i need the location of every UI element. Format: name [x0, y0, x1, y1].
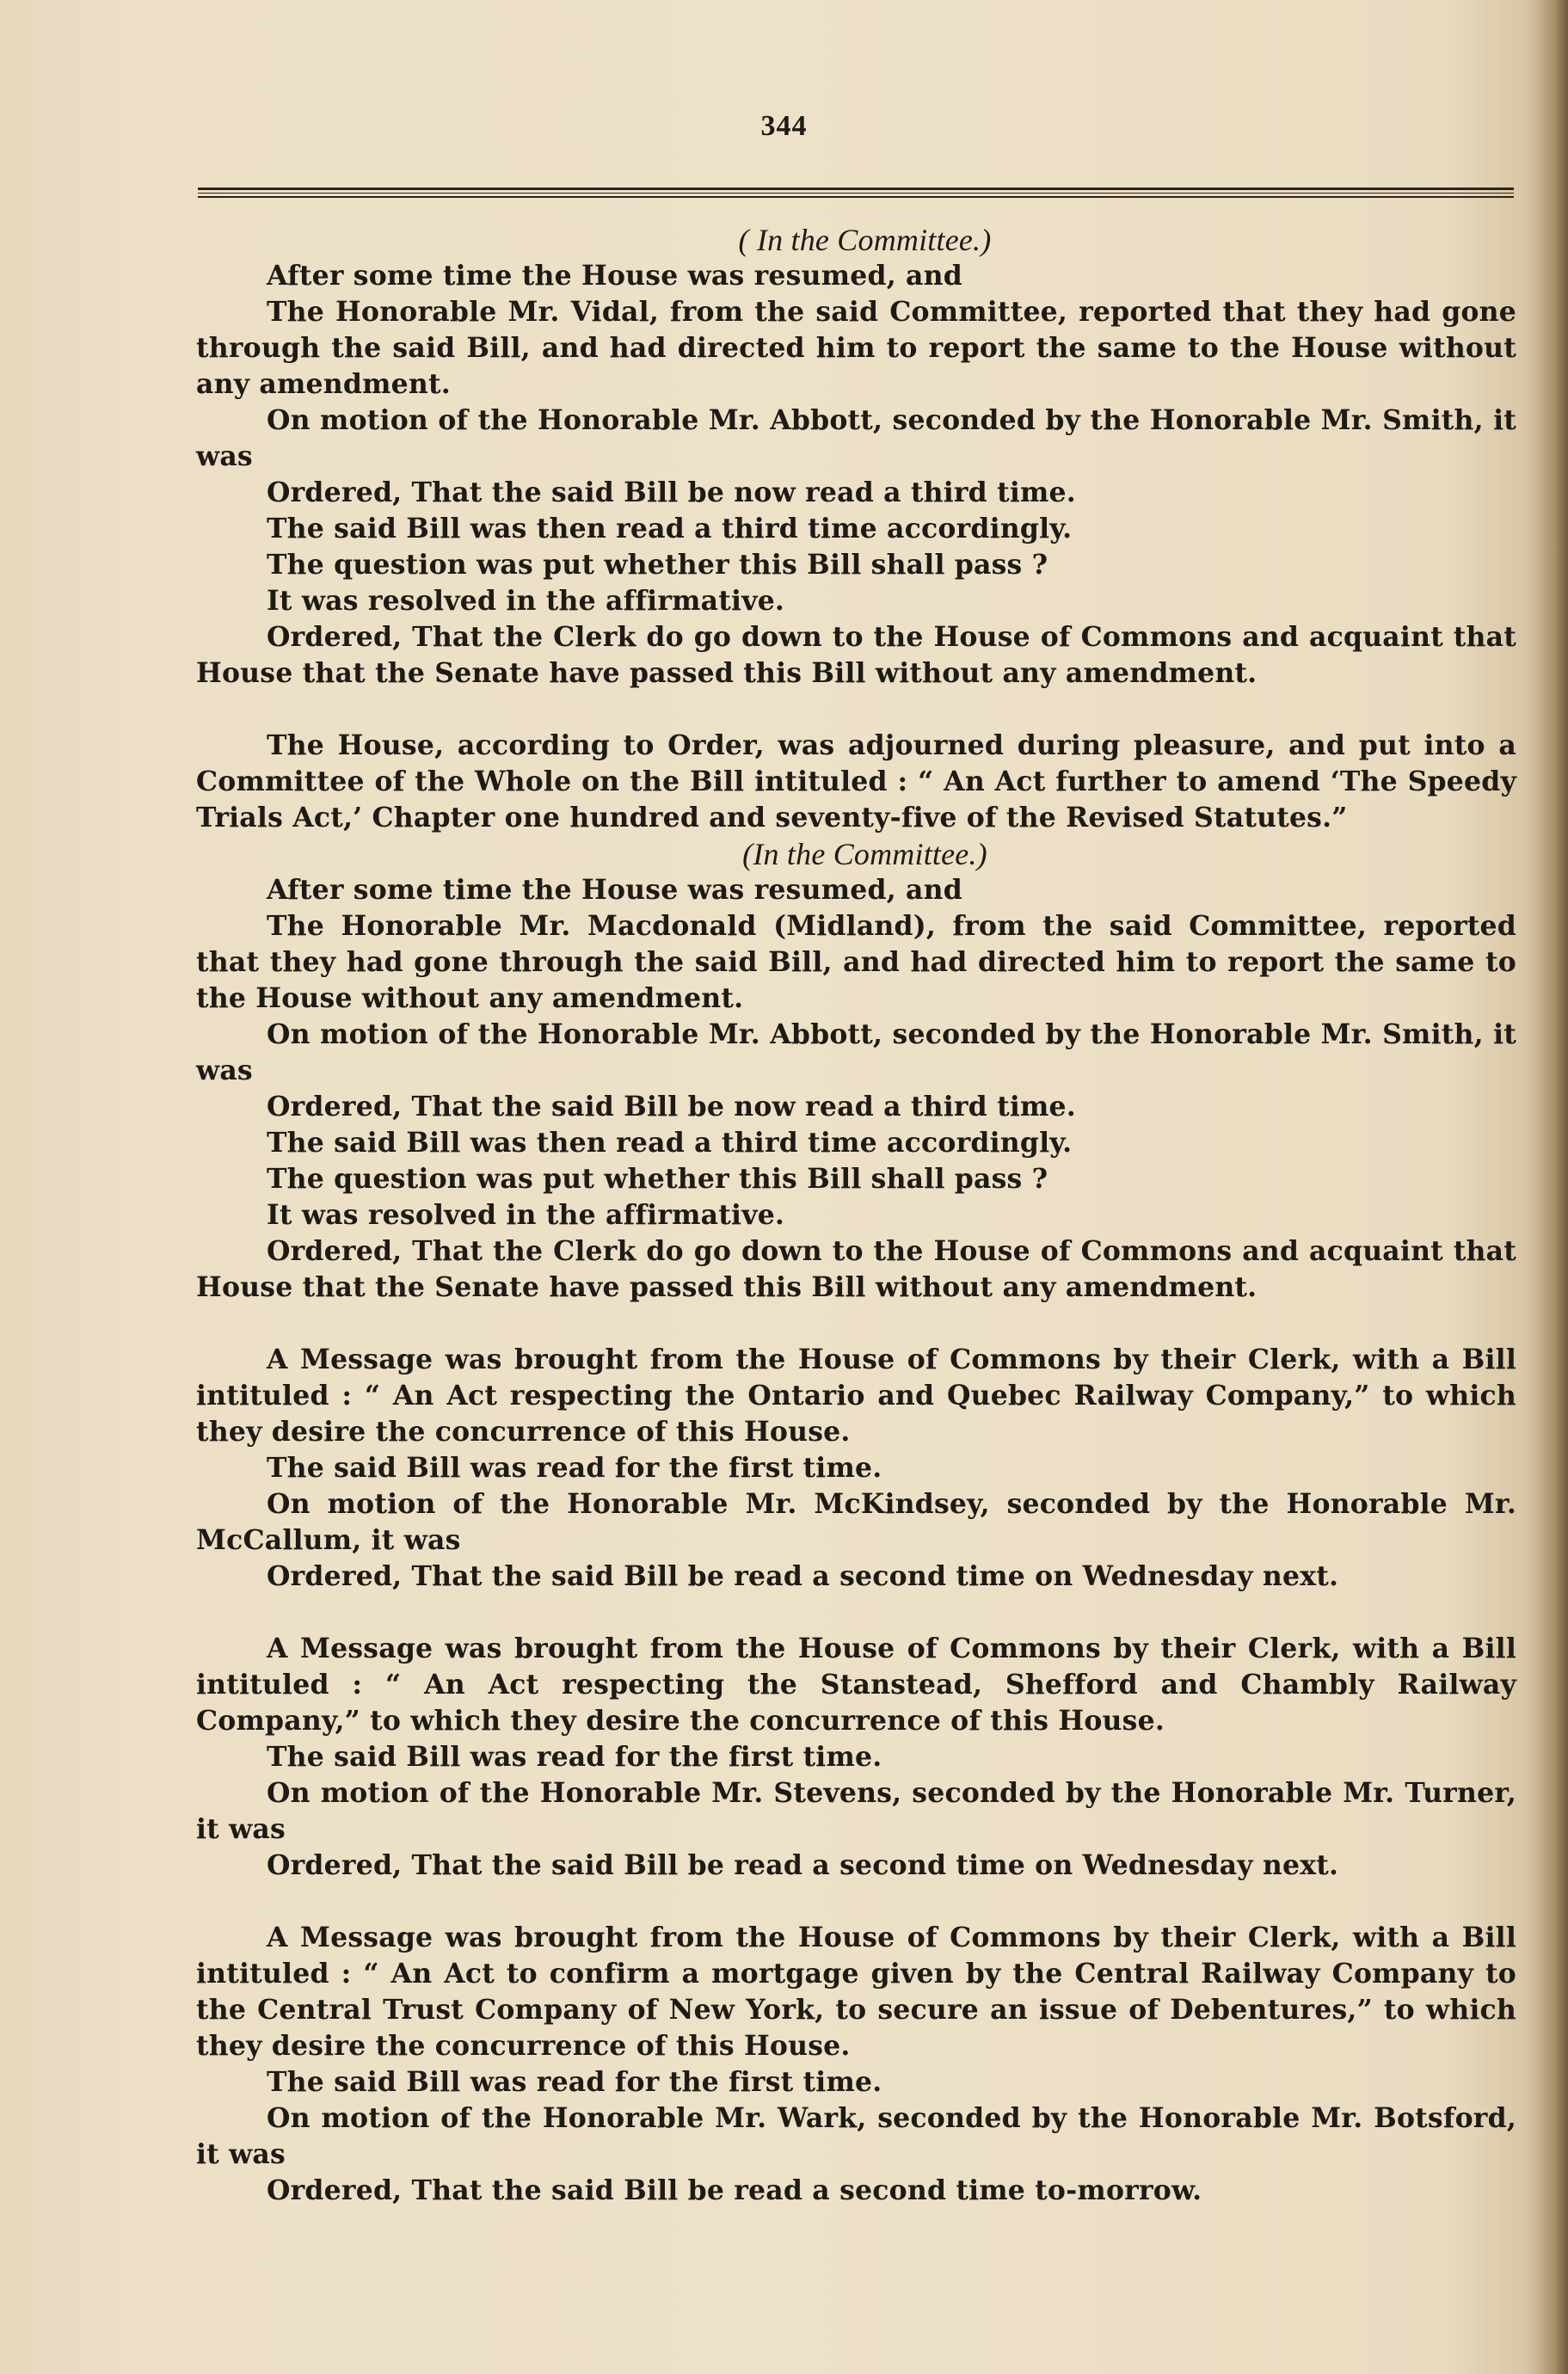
paragraph: The said Bill was read for the first time.: [267, 1741, 882, 1773]
section-gap: [196, 1595, 1516, 1631]
paragraph: Ordered, That the Clerk do go down to the House of Commons and acquaint that House that the Senate have passed this Bill without any amendment.: [196, 1235, 1516, 1303]
paragraph: The said Bill was then read a third time accordingly.: [267, 513, 1073, 544]
paragraph: On motion of the Honorable Mr. Stevens, seconded by the Honorable Mr. Turner, it was: [196, 1777, 1516, 1845]
paragraph: On motion of the Honorable Mr. Abbott, seconded by the Honorable Mr. Smith, it was: [196, 404, 1516, 472]
paragraph: The question was put whether this Bill shall pass ?: [267, 549, 1048, 581]
paragraph: The Honorable Mr. Vidal, from the said Committee, reported that they had gone through the said Bill, and had directed him to report the same to the House without any amendment.: [196, 296, 1516, 400]
header-rule-thin: [198, 193, 1514, 194]
section-gap: [196, 1884, 1516, 1920]
paragraph: On motion of the Honorable Mr. McKindsey, seconded by the Honorable Mr. McCallum, it was: [196, 1488, 1516, 1556]
paragraph: A Message was brought from the House of Commons by their Clerk, with a Bill intituled : “ An Act respecting the Ontario and Quebec Railway Company,” to which they desire the concurrence of this House.: [196, 1344, 1516, 1448]
paragraph: Ordered, That the said Bill be read a second time to-morrow.: [267, 2174, 1202, 2206]
paragraph: The question was put whether this Bill shall pass ?: [267, 1163, 1048, 1195]
paragraph: On motion of the Honorable Mr. Wark, seconded by the Honorable Mr. Botsford, it was: [196, 2102, 1516, 2170]
paragraph: On motion of the Honorable Mr. Abbott, seconded by the Honorable Mr. Smith, it was: [196, 1018, 1516, 1086]
committee-heading: ( In the Committee.): [738, 223, 992, 257]
paragraph: Ordered, That the Clerk do go down to the House of Commons and acquaint that House that the Senate have passed this Bill without any amendment.: [196, 621, 1516, 689]
paragraph: The House, according to Order, was adjourned during pleasure, and put into a Committee of the Whole on the Bill intituled : “ An Act further to amend ‘The Speedy Trials Act,’ Chapter one hundred and seventy-five of the Revised Statutes.”: [196, 729, 1516, 833]
header-rule-lower: [198, 196, 1514, 198]
paragraph: It was resolved in the affirmative.: [267, 585, 785, 617]
committee-heading: (In the Committee.): [742, 837, 987, 871]
paragraph: After some time the House was resumed, and: [267, 874, 962, 906]
paragraph: It was resolved in the affirmative.: [267, 1199, 785, 1231]
header-rule: [198, 188, 1514, 190]
paragraph: Ordered, That the said Bill be read a second time on Wednesday next.: [267, 1849, 1339, 1881]
page-number: 344: [760, 110, 808, 142]
paragraph: The Honorable Mr. Macdonald (Midland), from the said Committee, reported that they had gone through the said Bill, and had directed him to report the same to the House without any amendment.: [196, 910, 1516, 1014]
paragraph: The said Bill was then read a third time accordingly.: [267, 1127, 1073, 1159]
section-gap: [196, 1306, 1516, 1342]
paragraph: The said Bill was read for the first time.: [267, 1452, 882, 1484]
paragraph: After some time the House was resumed, and: [267, 260, 962, 292]
paragraph: Ordered, That the said Bill be now read a third time.: [267, 1091, 1076, 1122]
page-edge-shadow: [1534, 0, 1568, 2374]
paragraph: A Message was brought from the House of Commons by their Clerk, with a Bill intituled : “ An Act respecting the Stanstead, Shefford and Chambly Railway Company,” to which they desire the concurrence of this House.: [196, 1633, 1516, 1737]
paragraph: A Message was brought from the House of Commons by their Clerk, with a Bill intituled : “ An Act to confirm a mortgage given by the Central Railway Company to the Central Trust Company of New York, to secure an issue of Debentures,” to which they desire the concurrence of this House.: [196, 1922, 1516, 2062]
paragraph: Ordered, That the said Bill be now read a third time.: [267, 477, 1076, 508]
paragraph: The said Bill was read for the first time.: [267, 2066, 882, 2098]
section-gap: [196, 692, 1516, 728]
page-body: [196, 222, 1516, 2209]
paragraph: Ordered, That the said Bill be read a second time on Wednesday next.: [267, 1560, 1339, 1592]
